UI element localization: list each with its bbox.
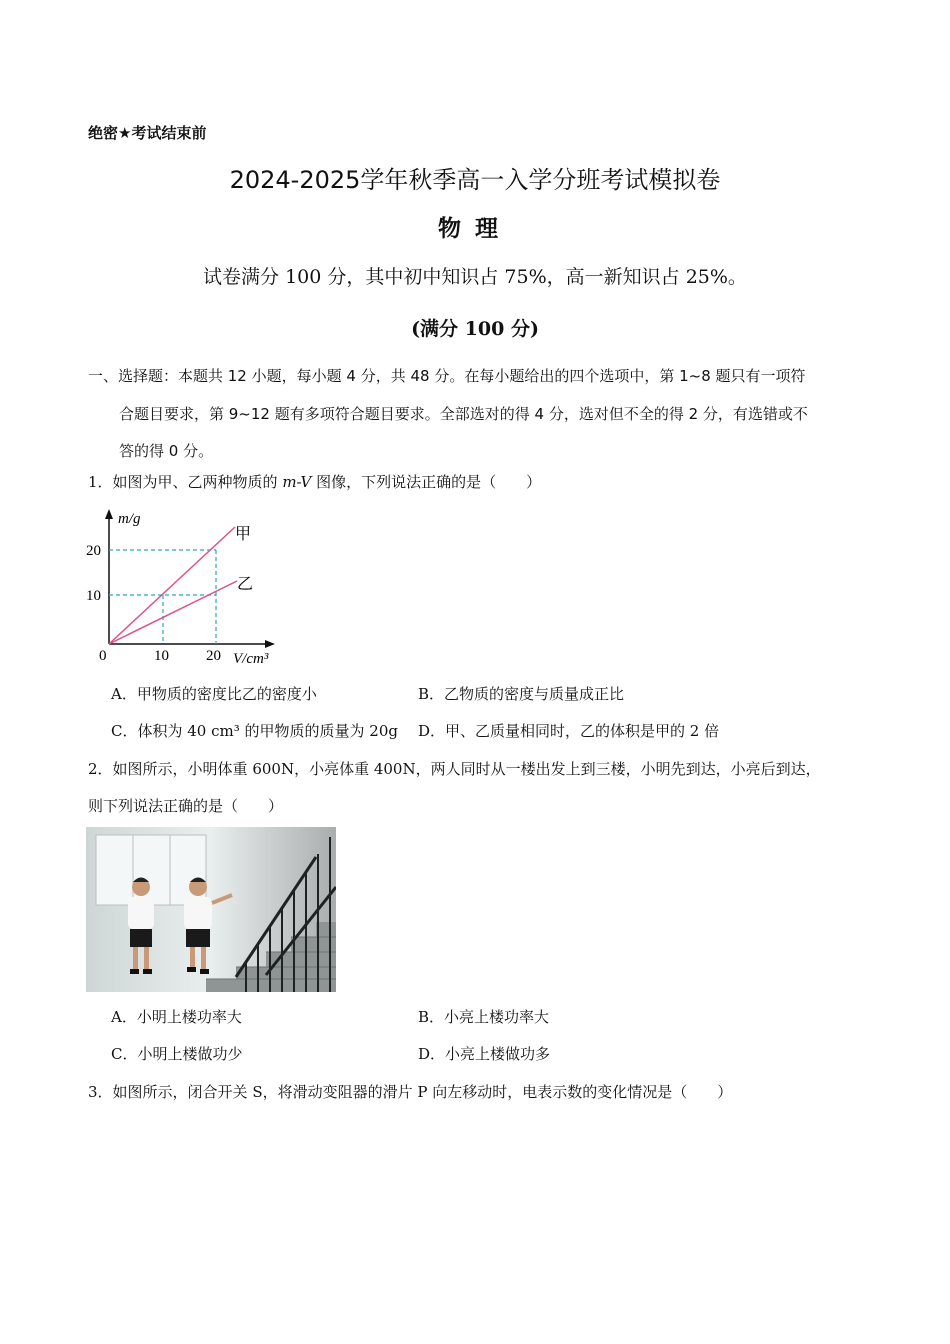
x-axis-arrow [265,640,275,648]
q1-option-b[interactable]: B．乙物质的密度与质量成正比 [418,685,625,703]
stairs-photo [86,827,336,992]
question-variable: m-V [282,473,312,491]
question-number: 1． [88,473,113,491]
q2-option-b[interactable]: B．小亮上楼功率大 [418,1008,550,1026]
q1-option-d[interactable]: D．甲、乙质量相同时，乙的体积是甲的 2 倍 [418,722,720,740]
question-1-stem [88,471,541,492]
page-title: 2024-2025学年秋季高一入学分班考试模拟卷 [229,166,721,194]
x-tick-20: 20 [206,648,221,664]
section-line-2: 合题目要求，第 9~12 题有多项符合题目要求。全部选对的得 4 分，选对但不全的得 2 分，有选错或不 [119,404,808,423]
question-2-line-2: 则下列说法正确的是（ ） [88,797,284,815]
x-tick-10: 10 [154,648,169,664]
q2-option-a[interactable]: A．小明上楼功率大 [111,1008,242,1026]
section-line-1: 一、选择题：本题共 12 小题，每小题 4 分，共 48 分。在每小题给出的四个选项中，第 1~8 题只有一项符 [88,367,806,385]
y-tick-20: 20 [86,543,101,559]
question-3-line-1: 3．如图所示，闭合开关 S，将滑动变阻器的滑片 P 向左移动时，电表示数的变化情况是（ ） [88,1083,733,1101]
line-yi [109,581,237,644]
q1-option-a[interactable]: A．甲物质的密度比乙的密度小 [111,685,317,703]
q2-option-c[interactable]: C．小明上楼做功少 [111,1045,243,1063]
subject-title: 物理 [438,216,512,242]
y-axis-label: m/g [118,511,141,527]
line-jia-label: 甲 [235,526,252,543]
y-tick-10: 10 [86,588,101,604]
mv-graph [85,505,295,670]
section-instructions [88,358,878,471]
line-yi-label: 乙 [237,576,254,593]
q2-option-d[interactable]: D．小亮上楼做功多 [418,1045,551,1063]
origin-label: 0 [99,648,107,664]
full-mark: (满分 100 分) [411,318,539,340]
x-axis-label: V/cm³ [233,651,269,667]
exam-note: 试卷满分 100 分，其中初中知识占 75%，高一新知识占 25%。 [203,266,747,288]
q1-option-c[interactable]: C．体积为 40 cm³ 的甲物质的质量为 20g [111,722,398,740]
confidential-label: 绝密★考试结束前 [88,124,207,142]
question-2-line-1: 2．如图所示，小明体重 600N，小亮体重 400N，两人同时从一楼出发上到三楼，小明先到达，小亮后到达， [88,760,821,778]
question-text-end: 图像，下列说法正确的是（ ） [311,473,542,491]
question-text: 如图为甲、乙两种物质的 [112,473,283,491]
section-line-3: 答的得 0 分。 [119,442,214,460]
y-axis-arrow [105,509,113,519]
